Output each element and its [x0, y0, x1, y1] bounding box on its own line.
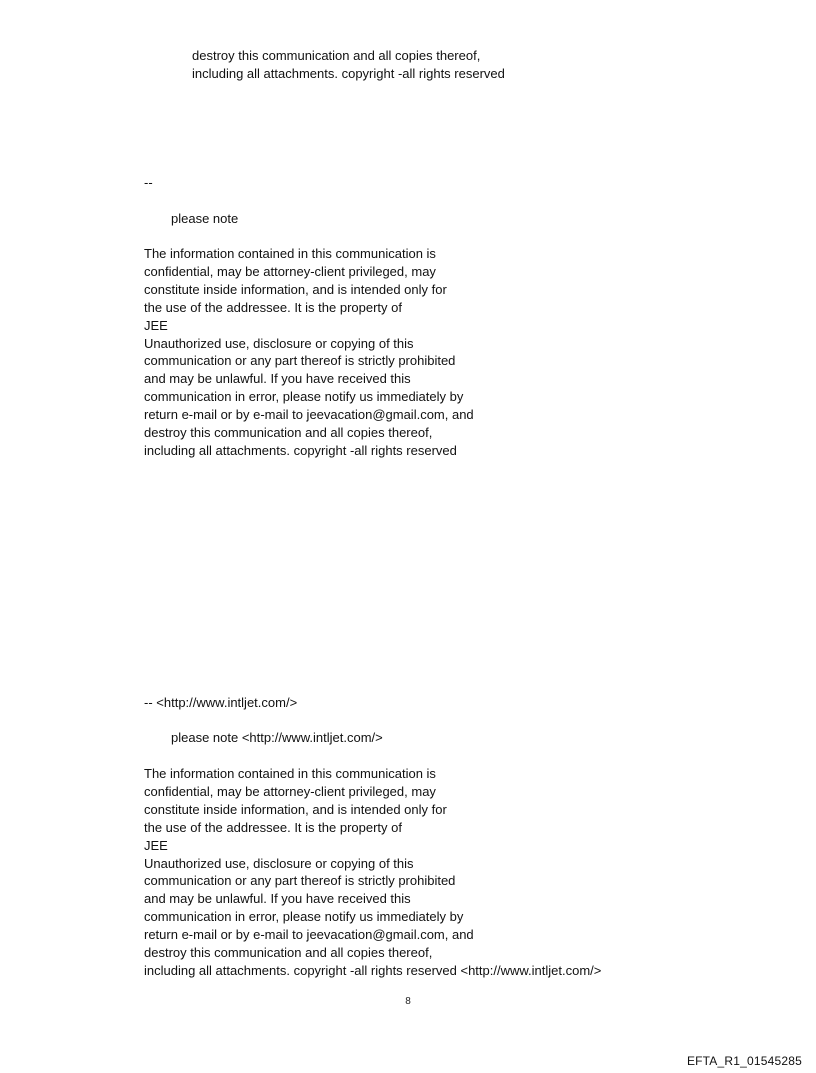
notice-line: including all attachments. copyright -all rights reserved <http://www.intljet.com/>	[144, 962, 602, 978]
please-note-heading-link: please note <http://www.intljet.com/>	[171, 730, 383, 745]
notice-line: The information contained in this communication is	[144, 766, 436, 781]
notice-line: communication in error, please notify us immediately by	[144, 389, 464, 405]
notice-line: The information contained in this communication is	[144, 246, 436, 261]
notice-line: confidential, may be attorney-client privileged, may	[144, 783, 436, 799]
notice-line: return e-mail or by e-mail to jeevacation@gmail.com, and	[144, 407, 474, 423]
notice-line: return e-mail or by e-mail to jeevacation@gmail.com, and	[144, 927, 474, 943]
notice-line: communication or any part thereof is strictly prohibited	[144, 873, 456, 889]
notice-line: JEE	[144, 317, 168, 333]
notice-line: destroy this communication and all copies thereof,	[144, 425, 433, 441]
signature-separator-link: -- <http://www.intljet.com/>	[144, 695, 298, 710]
notice-line: communication or any part thereof is strictly prohibited	[144, 353, 456, 369]
notice-line: JEE	[144, 837, 168, 853]
notice-line: and may be unlawful. If you have received this	[144, 371, 411, 387]
notice-line: the use of the addressee. It is the property of	[144, 299, 402, 315]
signature-separator: --	[144, 175, 153, 190]
please-note-heading: please note	[171, 211, 239, 226]
notice-line: including all attachments. copyright -all rights reserved	[144, 442, 457, 458]
notice-line: the use of the addressee. It is the property of	[144, 819, 402, 835]
notice-line: Unauthorized use, disclosure or copying of this	[144, 855, 414, 871]
notice-line: constitute inside information, and is intended only for	[144, 281, 447, 297]
notice-line: destroy this communication and all copies thereof,	[144, 945, 433, 961]
bates-number: EFTA_R1_01545285	[686, 1054, 802, 1068]
confidentiality-notice	[144, 245, 474, 460]
notice-line: confidential, may be attorney-client privileged, may	[144, 263, 436, 279]
confidentiality-notice	[144, 765, 601, 980]
notice-line: constitute inside information, and is intended only for	[144, 801, 447, 817]
notice-line: communication in error, please notify us immediately by	[144, 909, 464, 925]
notice-line: Unauthorized use, disclosure or copying of this	[144, 335, 414, 351]
top-text-line-2: including all attachments. copyright -all rights reserved	[192, 66, 505, 81]
page-number: 8	[405, 996, 411, 1007]
top-text-line-1: destroy this communication and all copies thereof,	[192, 48, 481, 63]
notice-line: and may be unlawful. If you have received this	[144, 891, 411, 907]
